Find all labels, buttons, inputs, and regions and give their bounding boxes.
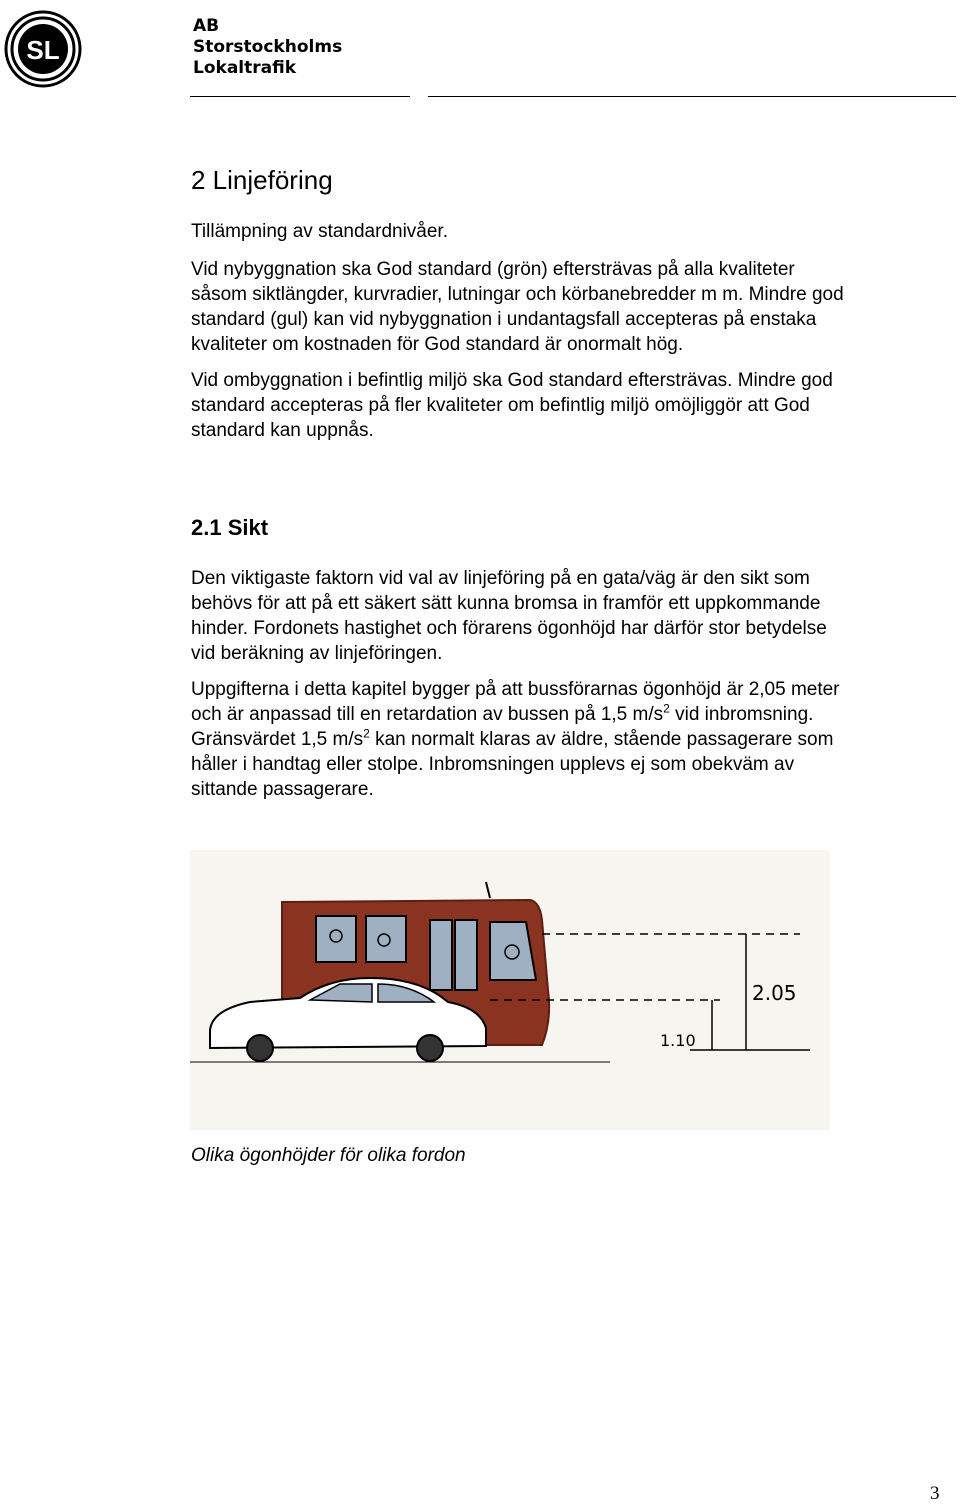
- eye-height-line-3: Gränsvärdet 1,5 $m/s^2$ kan normalt klaras av äldre, stående passagerare som: [191, 726, 834, 750]
- intro-text: Tillämpning av standardnivåer.: [191, 221, 448, 242]
- eye-height-rest: håller i handtag eller stolpe. Inbromsningen upplevs ej som obekväm av sittande passagerare.: [191, 754, 795, 800]
- company-line-2: Storstockholms: [193, 37, 343, 57]
- header-rule-left: [190, 96, 410, 97]
- figure-caption: Olika ögonhöjder för olika fordon: [191, 1145, 466, 1166]
- company-name: [193, 16, 342, 79]
- paragraph-eye-height: [191, 677, 951, 802]
- vehicle-illustration: [190, 850, 830, 1130]
- bus-eye-height-label: 2.05: [752, 981, 797, 1005]
- paragraph-sight: Den viktigaste faktorn vid val av linjeföring på en gata/väg är den sikt som behövs för att på ett säkert sätt kunna bromsa in framför ett uppkommande hinder. Fordonets hastighet och förarens ögonhöjd har därför stor betydelse vid beräkning av linjeföringen.: [191, 568, 827, 664]
- paragraph-reconstruction: Vid ombyggnation i befintlig miljö ska God standard eftersträvas. Mindre god standard accepteras på fler kvaliteter om befintlig miljö omöjliggör att God standard kan uppnås.: [191, 370, 833, 441]
- subsection-title: 2.1 Sikt: [191, 515, 269, 540]
- section-title: 2 Linjeföring: [191, 165, 333, 195]
- company-line-1: AB: [193, 16, 220, 36]
- paragraph-new-construction: Vid nybyggnation ska God standard (grön) eftersträvas på alla kvaliteter såsom siktlängder, kurvradier, lutningar och körbanebredder m m. Mindre god standard (gul) kan vid nybyggnation i undantagsfall accepteras på enstaka kvaliteter om kostnaden för God standard är onormalt hög.: [191, 259, 844, 355]
- eye-height-line-1: Uppgifterna i detta kapitel bygger på att bussförarnas ögonhöjd är 2,05 meter: [191, 679, 840, 700]
- sl-logo: [2, 8, 84, 90]
- eye-height-line-2: och är anpassad till en retardation av bussen på 1,5 $m/s^2$ vid inbromsning.: [191, 701, 814, 725]
- logo-text: SL: [26, 35, 60, 65]
- company-line-3: Lokaltrafik: [193, 58, 297, 78]
- page-number: 3: [930, 1483, 940, 1504]
- header-rule-right: [428, 96, 956, 97]
- car-eye-height-label: 1.10: [660, 1031, 696, 1050]
